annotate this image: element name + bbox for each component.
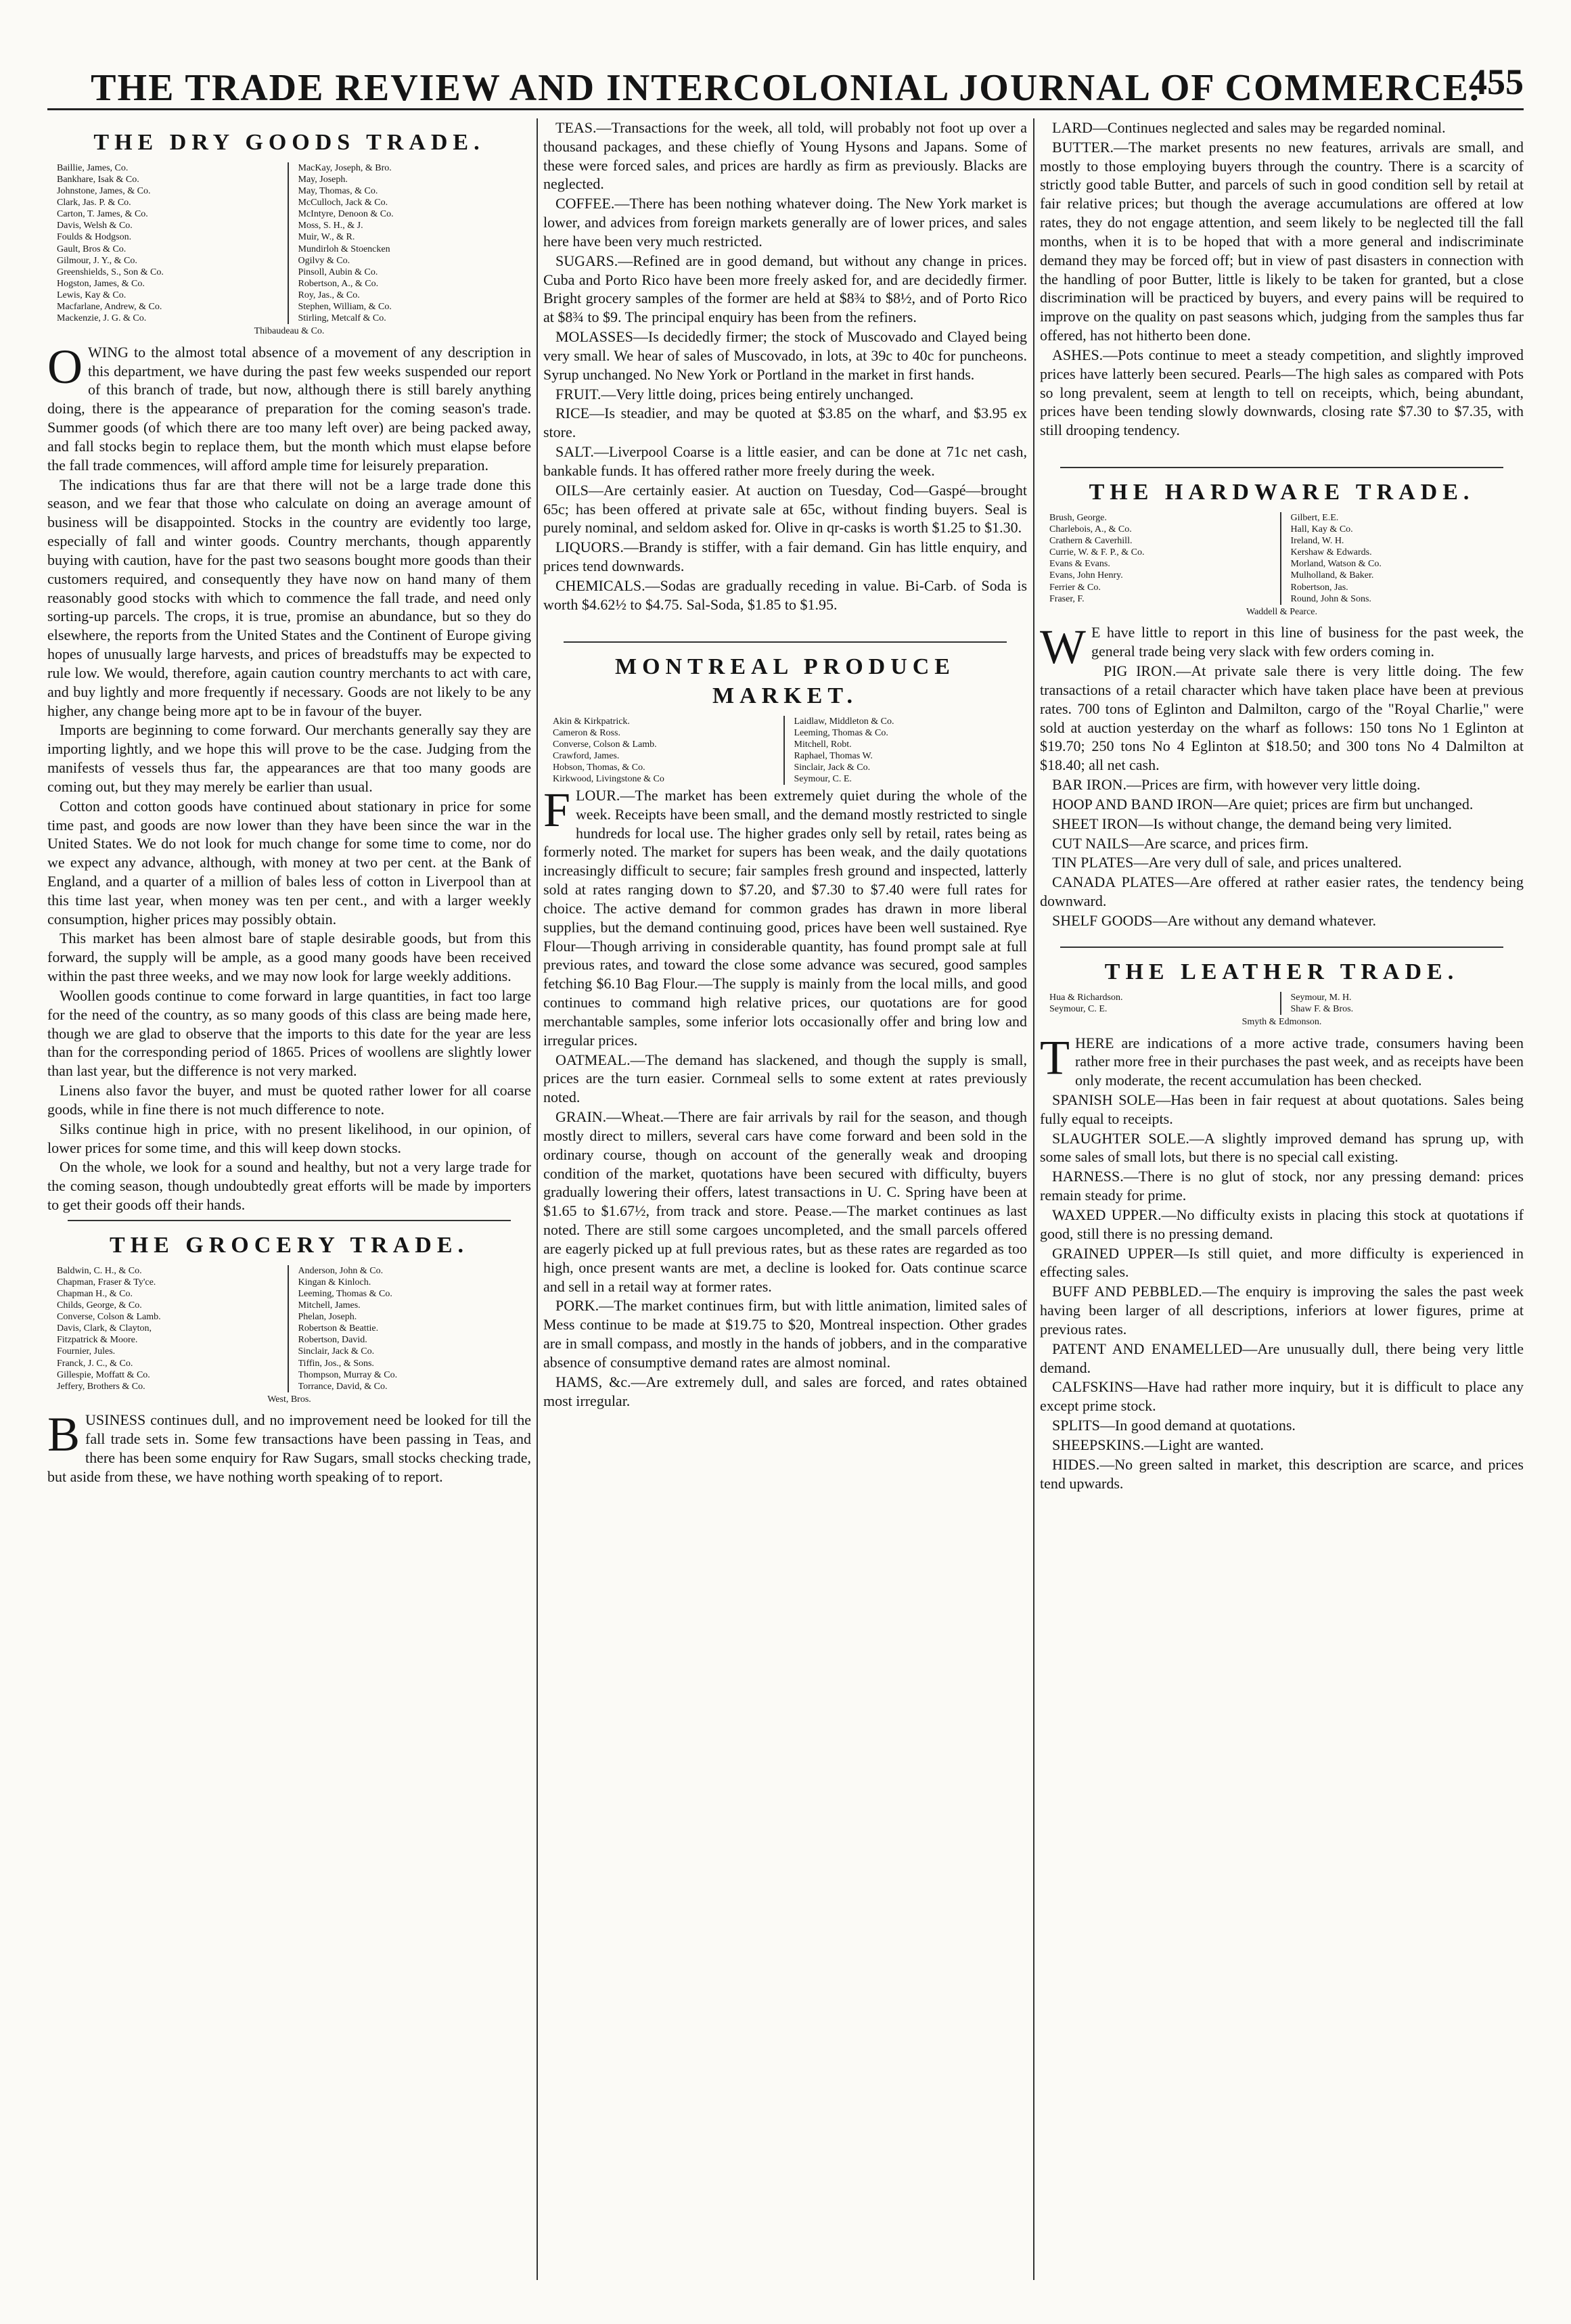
article-paragraph [1040, 1167, 1524, 1205]
leather-section [1040, 957, 1524, 1493]
merchant-name: Carton, T. James, & Co. [57, 209, 148, 220]
merchant-name: Mitchell, Robt. [794, 739, 852, 750]
merchant-name: Mundirloh & Stoencken [298, 244, 390, 254]
article-paragraph [543, 1296, 1027, 1371]
paragraph-text: FRUIT.—Very little doing, prices being entirely unchanged. [555, 385, 914, 403]
merchant-name: Converse, Colson & Lamb. [57, 1312, 161, 1323]
article-body [47, 339, 531, 1214]
merchant-name: Mulholland, & Baker. [1290, 570, 1374, 581]
merchant-name: Chapman H., & Co. [57, 1289, 133, 1300]
article-paragraph [543, 118, 1027, 193]
paragraph-text: SALT.—Liverpool Coarse is a little easier, and can be done at 71c net cash, bankable funds. It has offered rather more freely during the week. [543, 443, 1027, 479]
merchant-name: May, Joseph. [298, 175, 348, 185]
column-1 [47, 118, 531, 2283]
merchant-name: Gilmour, J. Y., & Co. [57, 255, 137, 266]
paragraph-text: USINESS continues dull, and no improvement need be looked for till the fall trade sets in. Some few transactions have been passing in Teas, and there has been some enquiry for Raw Sugars, small stocks checking trade, but aside from these, we have nothing worth speaking of to report. [47, 1411, 531, 1485]
article-paragraph [543, 327, 1027, 384]
merchant-name: Robertson, David. [298, 1335, 367, 1346]
article-paragraph [47, 339, 531, 475]
paragraph-text: Silks continue high in price, with no present likelihood, in our opinion, of lower prices for some time, and this will keep down stocks. [47, 1120, 531, 1156]
paragraph-text: SPANISH SOLE—Has been in fair request at about quotations. Sales being fully equal to receipts. [1040, 1091, 1524, 1127]
merchant-name: Ferrier & Co. [1049, 582, 1101, 593]
paragraph-text: Linens also favor the buyer, and must be quoted rather lower for all coarse goods, while in fine there is not much difference to note. [47, 1082, 531, 1118]
section-heading: THE GROCERY TRADE. [109, 1232, 470, 1258]
merchant-name: Raphael, Thomas W. [794, 750, 873, 761]
merchant-name: Laidlaw, Middleton & Co. [794, 716, 894, 727]
merchant-list-right [785, 716, 1018, 785]
article-paragraph [543, 385, 1027, 404]
merchant-name: Bankhare, Isak & Co. [57, 175, 139, 185]
article-body [47, 1407, 531, 1486]
paragraph-text: GRAINED UPPER—Is still quiet, and more difficulty is experienced in effecting sales. [1040, 1244, 1524, 1281]
paragraph-text: BUFF AND PEBBLED.—The enquiry is improving the sales the past week having been larger of all descriptions, inferiors at lower figures, prime at previous rates. [1040, 1283, 1524, 1338]
merchant-name: Torrance, David, & Co. [298, 1381, 388, 1392]
merchant-list-right [289, 1265, 522, 1392]
merchant-name: Stephen, William, & Co. [298, 301, 392, 312]
merchant-name: Seymour, M. H. [1290, 992, 1352, 1003]
merchant-name: Muir, W., & R. [298, 232, 355, 243]
article-paragraph [543, 783, 1027, 1050]
merchant-name: Kershaw & Edwards. [1290, 547, 1372, 558]
merchant-name: Seymour, C. E. [794, 773, 852, 784]
merchant-list-footer: Waddell & Pearce. [1246, 606, 1317, 617]
merchant-name: Hua & Richardson. [1049, 992, 1123, 1003]
article-paragraph [543, 194, 1027, 250]
article-paragraph [1040, 1340, 1524, 1377]
merchant-list-right [289, 162, 522, 324]
produce-section [543, 652, 1027, 1411]
merchant-name: Leeming, Thomas & Co. [794, 727, 888, 738]
article-paragraph [1040, 1282, 1524, 1338]
paragraph-text: SHEET IRON—Is without change, the demand being very limited. [1052, 815, 1453, 832]
paragraph-text: TIN PLATES—Are very dull of sale, and prices unaltered. [1052, 854, 1402, 871]
paragraph-text: BUTTER.—The market presents no new features, arrivals are small, and mostly to those employing buyers through the country. There is a scarcity of strictly good table Butter, and parcels of such in good condition sell by retail at fair relative prices; but though the average accumulations are offered at low rates, they do not engage attention, and seem likely to be neglected till the fall months, when it is to be hoped that with a more general and indiscriminate demand they may be forced off; but in view of past disasters in connection with the handling of poor Butter, little is likely to be taken for granted, but a close discrimination will be practiced by buyers, and every pains will be required to improve on the quality on past seasons which, judging from the samples thus far offered, has not hitherto been done. [1040, 138, 1524, 344]
merchant-name: Davis, Clark, & Clayton, [57, 1323, 152, 1334]
article-paragraph [1040, 834, 1524, 853]
merchant-name: Davis, Welsh & Co. [57, 221, 133, 231]
merchant-name: Round, John & Sons. [1290, 593, 1371, 604]
merchant-name: Pinsoll, Aubin & Co. [298, 267, 378, 277]
merchant-list-footer: Thibaudeau & Co. [254, 326, 325, 337]
paragraph-text: LOUR.—The market has been extremely quiet during the whole of the week. Receipts have been small, and the demand mostly restricted to single hundreds for local use. The higher grades only sell by retail, rates being as formerly noted. The market for supers has been weak, and the daily quotations increasingly difficult to secure; fair samples fresh ground and inspected, latterly sold at rates ranging down to $7.20, and $7.30 to $7.40 were full rates for choice. The active demand for common grades has drawn in more liberal supplies, but the demand continuing good, prices have been well sustained. Rye Flour—Though arriving in considerable quantity, has found prompt sale at full previous rates, and toward the close some advance was secured, good samples fetching $6.10 Bag Flour.—The supply is mainly from the local mills, and good continues to command high relative prices, our quotations are for good merchantable samples, some inferior lots occasionally offer and bring low and irregular prices. [543, 787, 1027, 1049]
article-paragraph [47, 721, 531, 796]
merchant-name: Akin & Kirkpatrick. [553, 716, 630, 727]
merchant-list-right [1281, 512, 1515, 605]
merchant-name: Roy, Jas., & Co. [298, 290, 360, 300]
merchant-name: Morland, Watson & Co. [1290, 559, 1382, 570]
merchant-name: Hogston, James, & Co. [57, 278, 145, 289]
merchant-name: Clark, Jas. P. & Co. [57, 198, 131, 208]
paragraph-text: Woollen goods continue to come forward in large quantities, in fact too large for the need of the country, as so many goods of this class are being made here, though we are glad to observe that the imports to this date for the year are less than for the corresponding period of 1865. Prices of woollens are slightly lower than last year, but the difference is not very marked. [47, 986, 531, 1080]
masthead [47, 47, 1524, 110]
drop-cap: F [543, 783, 571, 837]
article-paragraph [543, 404, 1027, 442]
section-rule [68, 1220, 511, 1221]
article-paragraph [47, 797, 531, 929]
article-paragraph [1040, 873, 1524, 911]
merchant-name: Chapman, Fraser & Ty'ce. [57, 1277, 156, 1288]
paragraph-text: OATMEAL.—The demand has slackened, and though the supply is small, prices are the turn easier. Cornmeal sells to some extent at rates previously noted. [543, 1051, 1027, 1106]
merchant-name: Sinclair, Jack & Co. [298, 1346, 375, 1357]
paragraph-text: The indications thus far are that there will not be a large trade done this season, and we fear that those who calculate on doing an average amount of business will be disappointed. Stocks in the country are evidently too large, especially of fall and winter goods. Country merchants, though apparently buying with caution, have for the past two seasons bought more goods than their customers required, and consequently they have now on hand many of them reasonably good stocks with which to commence the fall trade, and need only sorting-up parcels. The crops, it is true, promise an abundance, but so they do elsewhere, the reports from the United States and the Continent of Europe giving hopes of unusually large harvests, and prices of breadstuffs may be expected to rule low. We would, therefore, again caution country merchants to act with care, and buy lightly and more frequently if necessary. Goods are not likely to be any higher, any change being more apt to be in favour of the buyer. [47, 476, 531, 719]
article-paragraph [1040, 346, 1524, 440]
article-body-continued [1040, 118, 1524, 440]
article-paragraph [1040, 775, 1524, 794]
paragraph-text: LIQUORS.—Brandy is stiffer, with a fair demand. Gin has little enquiry, and prices tend downwards. [543, 539, 1027, 575]
article-paragraph [543, 576, 1027, 614]
paragraph-text: HARNESS.—There is no glut of stock, nor any pressing demand: prices remain steady for prime. [1040, 1168, 1524, 1204]
merchant-name: Childs, George, & Co. [57, 1300, 142, 1311]
grocery-section [47, 1231, 531, 1486]
merchant-name: Gilbert, E.E. [1290, 513, 1339, 524]
paragraph-text: WING to the almost total absence of a movement of any description in this department, we have during the past few weeks suspended our report of this branch of trade, but now, although there is still barely anything doing, there is the appearance of preparation for the coming season's trade. Summer goods (of which there are too many left over) are being packed away, and fall stocks begin to replace them, but the month which must elapse before the fall trade commences, will afford ample time for leisurely preparation. [47, 343, 531, 474]
merchant-name: Foulds & Hodgson. [57, 232, 132, 243]
article-paragraph [1040, 1129, 1524, 1167]
section-rule [1060, 467, 1503, 468]
merchant-name: Evans, John Henry. [1049, 570, 1123, 581]
merchant-list-left [57, 162, 289, 324]
merchant-name: Jeffery, Brothers & Co. [57, 1381, 145, 1392]
merchant-list-right [1281, 992, 1515, 1015]
article-paragraph [1040, 1377, 1524, 1415]
merchant-name: McIntyre, Denoon & Co. [298, 209, 394, 220]
column-2 [543, 118, 1027, 2283]
merchant-name: Robertson & Beattie. [298, 1323, 379, 1334]
paragraph-text: RICE—Is steadier, and may be quoted at $3.85 on the wharf, and $3.95 ex store. [543, 405, 1027, 441]
merchant-name: Robertson, Jas. [1290, 582, 1348, 593]
article-paragraph [47, 1158, 531, 1214]
article-paragraph [1040, 138, 1524, 345]
article-paragraph [543, 252, 1027, 327]
article-paragraph [543, 442, 1027, 480]
merchant-list [57, 162, 522, 324]
merchant-name: May, Thomas, & Co. [298, 186, 378, 197]
article-body-continued [543, 118, 1027, 614]
article-body [1040, 620, 1524, 930]
merchant-name: Ireland, W. H. [1290, 536, 1344, 547]
paragraph-text: PORK.—The market continues firm, but with little animation, limited sales of Mess continue to be made at $19.75 to $20, Montreal inspection. Other grades are in small compass, and mostly in the hands of jobbers, and in the comparative absence of consumptive demand rates are almost nominal. [543, 1297, 1027, 1371]
merchant-name: Fitzpatrick & Moore. [57, 1335, 138, 1346]
paragraph-text: On the whole, we look for a sound and healthy, but not a very large trade for the coming season, though undoubtedly great efforts will be made by importers to get their goods off their hands. [47, 1158, 531, 1214]
hardware-section [1040, 478, 1524, 930]
drop-cap: W [1040, 620, 1086, 675]
paragraph-text: SPLITS—In good demand at quotations. [1052, 1417, 1296, 1434]
merchant-list-left [1049, 992, 1281, 1015]
article-paragraph [1040, 1206, 1524, 1244]
section-heading: THE DRY GOODS TRADE. [93, 130, 485, 155]
paragraph-text: LARD—Continues neglected and sales may be regarded nominal. [1052, 119, 1446, 136]
paragraph-text: CHEMICALS.—Sodas are gradually receding in value. Bi-Carb. of Soda is worth $4.62½ to $4.75. Sal-Soda, $1.85 to $1.95. [543, 576, 1027, 613]
section-rule [564, 641, 1007, 643]
article-paragraph [1040, 853, 1524, 872]
paragraph-text: Imports are beginning to come forward. Our merchants generally say they are importing lightly, and we hope this will prove to be the case. Judging from the manifests of vessels thus far, the appearances are that too many goods are coming out, but they may merely be earlier than usual. [47, 721, 531, 795]
article-paragraph [1040, 1030, 1524, 1090]
merchant-name: Franck, J. C., & Co. [57, 1358, 133, 1369]
merchant-name: Seymour, C. E. [1049, 1003, 1108, 1014]
merchant-name: Stirling, Metcalf & Co. [298, 313, 386, 324]
article-body [1040, 1030, 1524, 1493]
merchant-list-left [1049, 512, 1281, 605]
section-heading: MONTREAL PRODUCE MARKET. [615, 654, 955, 708]
paragraph-text: OILS—Are certainly easier. At auction on Tuesday, Cod—Gaspé—brought 65c; has been offered at private sale at 65c, without finding buyers. Seal is purely nominal, and seldom asked for. Olive in qr-casks is worth $1.25 to $1.30. [543, 481, 1027, 537]
paragraph-text: CALFSKINS—Have had rather more inquiry, but it is difficult to place any except prime stock. [1040, 1378, 1524, 1415]
merchant-name: Mackenzie, J. G. & Co. [57, 313, 147, 324]
paragraph-text: SHEEPSKINS.—Light are wanted. [1052, 1436, 1264, 1453]
article-paragraph [543, 1051, 1027, 1107]
merchant-list [553, 716, 1018, 785]
merchant-list-left [553, 716, 785, 785]
article-paragraph [47, 1081, 531, 1119]
paragraph-text: Cotton and cotton goods have continued about stationary in price for some time past, and goods are now lower than they have been since the war in the United States. We do not look for much change for some time to come, nor do we expect any advance, although, with money at two per cent. at the Bank of England, and a quarter of a million of bales less of cotton in Liverpool than at this time last year, when money was ten per cent., and with a larger weekly consumption, higher prices may possibly obtain. [47, 797, 531, 928]
merchant-name: Crathern & Caverhill. [1049, 536, 1133, 547]
paragraph-text: GRAIN.—Wheat.—There are fair arrivals by rail for the season, and though mostly direct to millers, several cars have come forward and been sold in the ordinary course, though on account of the generally weak and drooping condition of the market, quotations have been secured with difficulty, buyers gradually lowering their offers, latest transactions in U. C. Spring have been at $1.65 to $1.67½, from track and store. Pease.—The market continues as last noted. There are still some cargoes uncompleted, and the small parcels offered are eagerly picked up at full previous rates, but as these rates are regarded as too high, once present wants are met, a decline is looked for. Oats continue scarce and sell in a retail way at former rates. [543, 1108, 1027, 1295]
drop-cap: T [1040, 1030, 1070, 1085]
section-heading: THE LEATHER TRADE. [1104, 959, 1459, 984]
merchant-list [1049, 512, 1514, 605]
article-paragraph [47, 986, 531, 1080]
article-paragraph [47, 929, 531, 985]
paragraph-text: SUGARS.—Refined are in good demand, but without any change in prices. Cuba and Porto Rico have been more freely asked for, and are decidedly firmer. Bright grocery samples of the former are held at $8¾ to $8½, and of Porto Rico at $8¾ to $9. The principal enquiry has been from the refiners. [543, 252, 1027, 326]
merchant-name: Lewis, Kay & Co. [57, 290, 127, 300]
paragraph-text: BAR IRON.—Prices are firm, with however very little doing. [1052, 776, 1421, 794]
article-paragraph [1040, 815, 1524, 834]
paragraph-text: SHELF GOODS—Are without any demand whatever. [1052, 911, 1377, 929]
paragraph-text: COFFEE.—There has been nothing whatever doing. The New York market is lower, and advices from foreign markets generally are of lower prices, and sales here have been very much restricted. [543, 195, 1027, 250]
merchant-name: Baillie, James, Co. [57, 163, 129, 173]
paragraph-text: HAMS, &c.—Are extremely dull, and sales are forced, and rates obtained most irregular. [543, 1373, 1027, 1409]
merchant-name: Fournier, Jules. [57, 1346, 116, 1357]
paragraph-text: HERE are indications of a more active trade, consumers having been rather more free in their purchases the past week, and as receipts have been only moderate, the recent accumulation has been checked. [1074, 1034, 1524, 1089]
page-number: 455 [1469, 62, 1524, 102]
merchant-name: Leeming, Thomas & Co. [298, 1289, 392, 1300]
merchant-name: Tiffin, Jos., & Sons. [298, 1358, 374, 1369]
article-paragraph [1040, 662, 1524, 775]
drop-cap: B [47, 1407, 81, 1462]
merchant-name: Shaw F. & Bros. [1290, 1003, 1354, 1014]
merchant-name: Anderson, John & Co. [298, 1265, 384, 1276]
column-divider [1033, 118, 1034, 2280]
merchant-name: Converse, Colson & Lamb. [553, 739, 657, 750]
merchant-name: Moss, S. H., & J. [298, 221, 363, 231]
merchant-name: Mitchell, James. [298, 1300, 361, 1311]
merchant-name: Charlebois, A., & Co. [1049, 524, 1132, 535]
paragraph-text: This market has been almost bare of staple desirable goods, but from this forward, the supply will be ample, as a good many goods have been received within the past three weeks, and we may now look for large weekly additions. [47, 930, 531, 985]
column-divider [537, 118, 538, 2280]
merchant-name: Macfarlane, Andrew, & Co. [57, 301, 162, 312]
merchant-name: MacKay, Joseph, & Bro. [298, 163, 392, 173]
article-paragraph [47, 1120, 531, 1158]
article-paragraph [543, 1108, 1027, 1296]
article-paragraph [543, 481, 1027, 537]
dry-goods-section [47, 128, 531, 1214]
merchant-list-footer: Smyth & Edmonson. [1242, 1016, 1322, 1027]
merchant-name: Robertson, A., & Co. [298, 278, 379, 289]
paragraph-text: E have little to report in this line of business for the past week, the general trade being very slack with few orders coming in. [1091, 624, 1524, 660]
journal-title: THE TRADE REVIEW AND INTERCOLONIAL JOURNAL OF COMMERCE. [91, 67, 1480, 109]
paragraph-text: HIDES.—No green salted in market, this description are scarce, and prices tend upwards. [1040, 1455, 1524, 1492]
paragraph-text: CANADA PLATES—Are offered at rather easier rates, the tendency being downward. [1040, 873, 1524, 909]
column-3 [1040, 118, 1524, 2283]
merchant-name: Kirkwood, Livingstone & Co [553, 773, 664, 784]
merchant-name: Brush, George. [1049, 513, 1107, 524]
article-paragraph [1040, 118, 1524, 137]
merchant-name: Fraser, F. [1049, 593, 1085, 604]
article-paragraph [1040, 620, 1524, 675]
merchant-list-footer: West, Bros. [267, 1394, 311, 1405]
drop-cap: O [47, 339, 83, 394]
merchant-name: Johnstone, James, & Co. [57, 186, 151, 197]
merchant-name: Evans & Evans. [1049, 559, 1110, 570]
merchant-list-left [57, 1265, 289, 1392]
paragraph-text: TEAS.—Transactions for the week, all told, will probably not foot up over a thousand packages, and these chiefly of Young Hysons and Japans. Some of these were forced sales, and prices are hardly as firm as previously. Blacks are neglected. [543, 119, 1027, 193]
article-paragraph [1040, 1244, 1524, 1282]
article-body [543, 783, 1027, 1410]
paragraph-text: WAXED UPPER.—No difficulty exists in placing this stock at quotations if good, still there is no pressing demand. [1040, 1206, 1524, 1242]
paragraph-text: SLAUGHTER SOLE.—A slightly improved demand has sprung up, with some sales of small lots, but there is no special call existing. [1040, 1129, 1524, 1166]
paragraph-text: MOLASSES—Is decidedly firmer; the stock of Muscovado and Clayed being very small. We hear of sales of Muscovado, in lots, at 39c to 40c for puncheons. Syrup unchanged. No New York or Portland in the market in first hands. [543, 328, 1027, 383]
article-paragraph [543, 1373, 1027, 1411]
merchant-name: Hall, Kay & Co. [1290, 524, 1353, 535]
paragraph-text: PIG IRON.—At private sale there is very little doing. The few transactions of a retail character which have taken place have been at previous rates. 700 tons of Eglinton and Dalmilton, cargo of the "Royal Charlie," were sold at auction yesterday on the wharf as follows: 150 tons No 1 Eglinton at $19.70; 250 tons No 4 Eglinton at $18.50; and 300 tons No 4 Dalmilton at $18.40; all net cash. [1040, 662, 1524, 774]
merchant-name: Sinclair, Jack & Co. [794, 762, 871, 773]
merchant-name: Ogilvy & Co. [298, 255, 350, 266]
merchant-list [57, 1265, 522, 1392]
merchant-name: McCulloch, Jack & Co. [298, 198, 388, 208]
merchant-name: Cameron & Ross. [553, 727, 620, 738]
merchant-name: Gillespie, Moffatt & Co. [57, 1369, 150, 1380]
paragraph-text: CUT NAILS—Are scarce, and prices firm. [1052, 834, 1308, 852]
merchant-name: Phelan, Joseph. [298, 1312, 357, 1323]
article-paragraph [1040, 1436, 1524, 1455]
merchant-name: Currie, W. & F. P., & Co. [1049, 547, 1145, 558]
article-paragraph [1040, 795, 1524, 814]
paragraph-text: PATENT AND ENAMELLED—Are unusually dull, there being very little demand. [1040, 1340, 1524, 1376]
merchant-list [1049, 992, 1514, 1015]
merchant-name: Thompson, Murray & Co. [298, 1369, 398, 1380]
article-paragraph [47, 1407, 531, 1486]
merchant-name: Kingan & Kinloch. [298, 1277, 371, 1288]
merchant-name: Hobson, Thomas, & Co. [553, 762, 645, 773]
article-paragraph [543, 538, 1027, 576]
article-paragraph [1040, 911, 1524, 930]
article-paragraph [1040, 1416, 1524, 1435]
merchant-name: Baldwin, C. H., & Co. [57, 1265, 142, 1276]
merchant-name: Crawford, James. [553, 750, 620, 761]
article-paragraph [1040, 1455, 1524, 1493]
section-rule [1060, 947, 1503, 948]
paragraph-text: HOOP AND BAND IRON—Are quiet; prices are firm but unchanged. [1052, 795, 1474, 813]
merchant-name: Gault, Bros & Co. [57, 244, 127, 254]
section-heading: THE HARDWARE TRADE. [1089, 480, 1475, 505]
article-paragraph [47, 476, 531, 721]
article-paragraph [1040, 1091, 1524, 1129]
paragraph-text: ASHES.—Pots continue to meet a steady competition, and slightly improved prices have latterly been secured. Pearls—The high sales as compared with Pots so long prevalent, seem at length to tell on receipts, which, being abundant, prices have been tending slowly downwards, closing rate $7.30 to $7.35, with still drooping tendency. [1040, 346, 1524, 439]
merchant-name: Greenshields, S., Son & Co. [57, 267, 164, 277]
